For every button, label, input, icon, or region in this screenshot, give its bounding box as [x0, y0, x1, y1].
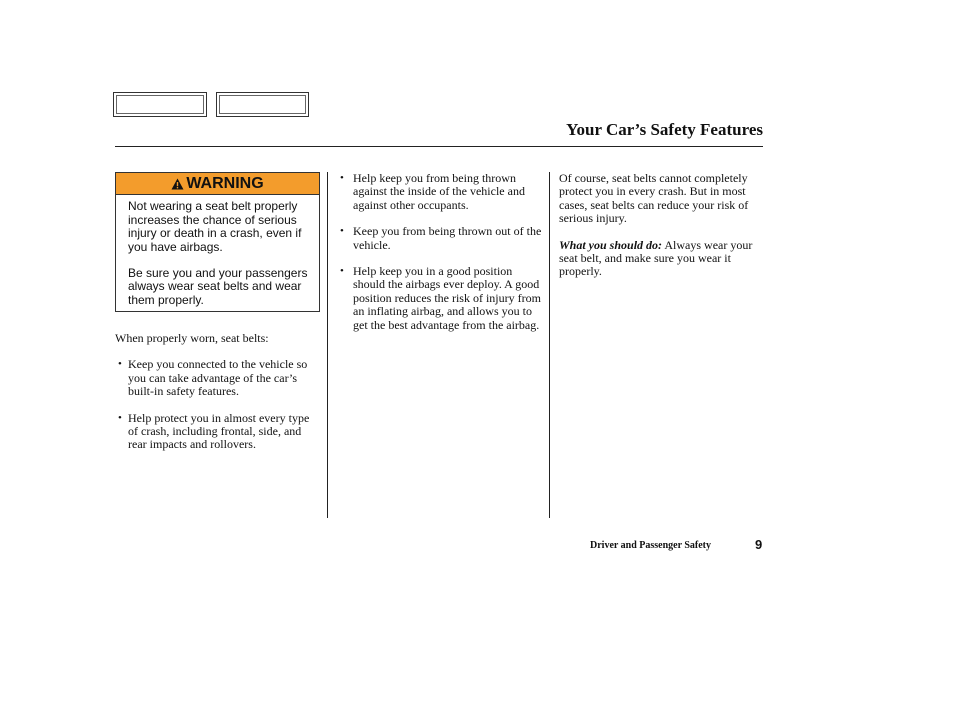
list-item-text: Keep you from being thrown out of the vehicle. — [353, 224, 542, 252]
nav-button-next[interactable] — [216, 92, 309, 117]
column-divider — [549, 172, 550, 518]
page-number: 9 — [755, 537, 763, 552]
body-paragraph: Of course, seat belts cannot completely protect you in every crash. But in most cases, seat belts can reduce your risk of serious injury. — [559, 171, 749, 226]
header-divider — [115, 146, 763, 147]
warning-text — [116, 195, 319, 307]
warning-box — [115, 172, 320, 312]
list-item — [115, 358, 320, 398]
warning-banner — [116, 173, 319, 195]
body-paragraph — [559, 239, 759, 279]
list-item — [115, 412, 320, 452]
column-2 — [340, 172, 542, 345]
list-item — [340, 172, 542, 212]
bullet-marker: • — [118, 411, 122, 424]
nav-button-prev[interactable] — [113, 92, 207, 117]
bullet-marker: • — [340, 172, 344, 184]
warning-paragraph: Be sure you and your passengers always wear seat belts and wear them properly. — [128, 265, 308, 307]
list-item — [340, 225, 542, 252]
list-item — [340, 265, 542, 332]
warning-icon — [171, 178, 184, 190]
bullet-marker: • — [340, 225, 344, 238]
list-item-text: Help keep you in a good position should the airbags ever deploy. A good position reduces the risk of injury from an inflating airbag, and allows you to get the best advantage from the airbag. — [353, 264, 541, 332]
column-divider — [327, 172, 328, 518]
list-item-text: Help protect you in almost every type of crash, including frontal, side, and rear impacts and rollovers. — [128, 410, 310, 452]
list-item-text: Help keep you from being thrown against the inside of the vehicle and against other occupants. — [353, 171, 525, 212]
intro-text: When properly worn, seat belts: — [115, 331, 269, 345]
column-1 — [115, 332, 320, 465]
bullet-marker: • — [118, 358, 122, 371]
list-item-text: Keep you connected to the vehicle so you can take advantage of the car’s built-in safety features. — [128, 357, 308, 399]
warning-paragraph: Not wearing a seat belt properly increases the chance of serious injury or death in a crash, even if you have airbags. — [128, 199, 302, 254]
paragraph-text: Always wear your seat belt, and make sure you wear it properly. — [559, 237, 753, 279]
footer-section-name: Driver and Passenger Safety — [590, 540, 712, 551]
page-title: Your Car’s Safety Features — [566, 120, 763, 139]
warning-label: WARNING — [186, 174, 264, 192]
column-3 — [559, 172, 759, 292]
bullet-marker: • — [340, 265, 344, 278]
paragraph-lead: What you should do: — [559, 237, 663, 252]
